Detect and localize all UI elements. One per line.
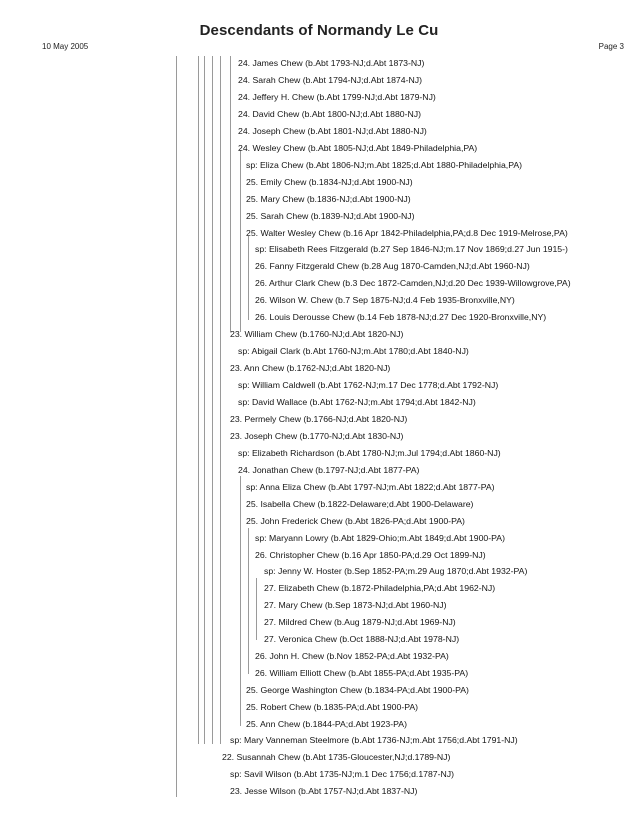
descendant-entry: 24. Jonathan Chew (b.1797-NJ;d.Abt 1877-PA) bbox=[238, 465, 420, 475]
descendant-entry: 25. Walter Wesley Chew (b.16 Apr 1842-Philadelphia,PA;d.8 Dec 1919-Melrose,PA) bbox=[246, 228, 568, 238]
descendant-entry: 26. Arthur Clark Chew (b.3 Dec 1872-Camden,NJ;d.20 Dec 1939-Willowgrove,PA) bbox=[255, 278, 571, 288]
spouse-entry: sp: David Wallace (b.Abt 1762-NJ;m.Abt 1794;d.Abt 1842-NJ) bbox=[238, 397, 476, 407]
tree-line bbox=[240, 150, 241, 332]
spouse-entry: sp: Jenny W. Hoster (b.Sep 1852-PA;m.29 Aug 1870;d.Abt 1932-PA) bbox=[264, 566, 528, 576]
descendant-entry: 26. Wilson W. Chew (b.7 Sep 1875-NJ;d.4 Feb 1935-Bronxville,NY) bbox=[255, 295, 515, 305]
descendant-entry: 26. Christopher Chew (b.16 Apr 1850-PA;d.29 Oct 1899-NJ) bbox=[255, 550, 486, 560]
descendant-entry: 24. David Chew (b.Abt 1800-NJ;d.Abt 1880-NJ) bbox=[238, 109, 422, 119]
descendant-entry: 26. Fanny Fitzgerald Chew (b.28 Aug 1870-Camden,NJ;d.Abt 1960-NJ) bbox=[255, 261, 530, 271]
descendant-entry: 24. Jeffery H. Chew (b.Abt 1799-NJ;d.Abt 1879-NJ) bbox=[238, 92, 436, 102]
tree-line bbox=[248, 236, 249, 320]
descendant-entry: 25. George Washington Chew (b.1834-PA;d.Abt 1900-PA) bbox=[246, 685, 469, 695]
spouse-entry: sp: Anna Eliza Chew (b.Abt 1797-NJ;m.Abt 1822;d.Abt 1877-PA) bbox=[246, 482, 495, 492]
tree-line bbox=[248, 528, 249, 674]
spouse-entry: sp: Eliza Chew (b.Abt 1806-NJ;m.Abt 1825;d.Abt 1880-Philadelphia,PA) bbox=[246, 160, 523, 170]
print-date: 10 May 2005 bbox=[42, 42, 89, 51]
tree-line bbox=[256, 578, 257, 640]
descendant-entry: 27. Mildred Chew (b.Aug 1879-NJ;d.Abt 1969-NJ) bbox=[264, 617, 456, 627]
tree-line bbox=[198, 56, 199, 744]
descendant-entry: 22. Susannah Chew (b.Abt 1735-Gloucester,NJ;d.1789-NJ) bbox=[222, 752, 451, 762]
spouse-entry: sp: Savil Wilson (b.Abt 1735-NJ;m.1 Dec 1756;d.1787-NJ) bbox=[230, 769, 455, 779]
descendant-entry: 25. Sarah Chew (b.1839-NJ;d.Abt 1900-NJ) bbox=[246, 211, 415, 221]
descendant-entry: 25. Isabella Chew (b.1822-Delaware;d.Abt 1900-Delaware) bbox=[246, 499, 474, 509]
spouse-entry: sp: William Caldwell (b.Abt 1762-NJ;m.17 Dec 1778;d.Abt 1792-NJ) bbox=[238, 380, 499, 390]
descendant-entry: 24. Wesley Chew (b.Abt 1805-NJ;d.Abt 1849-Philadelphia,PA) bbox=[238, 143, 478, 153]
tree-line bbox=[204, 56, 205, 744]
descendant-entry: 27. Elizabeth Chew (b.1872-Philadelphia,PA;d.Abt 1962-NJ) bbox=[264, 583, 496, 593]
spouse-entry: sp: Elizabeth Richardson (b.Abt 1780-NJ;m.Jul 1794;d.Abt 1860-NJ) bbox=[238, 448, 501, 458]
descendant-entry: 26. Louis Derousse Chew (b.14 Feb 1878-NJ;d.27 Dec 1920-Bronxville,NY) bbox=[255, 312, 547, 322]
descendant-entry: 27. Veronica Chew (b.Oct 1888-NJ;d.Abt 1978-NJ) bbox=[264, 634, 460, 644]
descendant-entry: 25. John Frederick Chew (b.Abt 1826-PA;d.Abt 1900-PA) bbox=[246, 516, 465, 526]
descendant-entry: 26. John H. Chew (b.Nov 1852-PA;d.Abt 1932-PA) bbox=[255, 651, 449, 661]
descendant-entry: 25. Mary Chew (b.1836-NJ;d.Abt 1900-NJ) bbox=[246, 194, 411, 204]
descendant-entry: 23. William Chew (b.1760-NJ;d.Abt 1820-NJ) bbox=[230, 329, 404, 339]
tree-line bbox=[230, 56, 231, 332]
spouse-entry: sp: Abigail Clark (b.Abt 1760-NJ;m.Abt 1780;d.Abt 1840-NJ) bbox=[238, 346, 469, 356]
descendant-entry: 27. Mary Chew (b.Sep 1873-NJ;d.Abt 1960-NJ) bbox=[264, 600, 447, 610]
tree-line bbox=[240, 476, 241, 726]
page-number: Page 3 bbox=[598, 42, 624, 51]
tree-line bbox=[220, 56, 221, 744]
descendant-entry: 23. Ann Chew (b.1762-NJ;d.Abt 1820-NJ) bbox=[230, 363, 391, 373]
descendant-entry: 23. Permely Chew (b.1766-NJ;d.Abt 1820-NJ) bbox=[230, 414, 408, 424]
descendant-entry: 26. William Elliott Chew (b.Abt 1855-PA;d.Abt 1935-PA) bbox=[255, 668, 469, 678]
spouse-entry: sp: Mary Vanneman Steelmore (b.Abt 1736-NJ;m.Abt 1756;d.Abt 1791-NJ) bbox=[230, 735, 518, 745]
descendant-entry: 25. Robert Chew (b.1835-PA;d.Abt 1900-PA) bbox=[246, 702, 419, 712]
descendant-entry: 25. Ann Chew (b.1844-PA;d.Abt 1923-PA) bbox=[246, 719, 407, 729]
descendant-entry: 24. James Chew (b.Abt 1793-NJ;d.Abt 1873-NJ) bbox=[238, 58, 425, 68]
tree-line bbox=[176, 56, 177, 797]
descendant-entry: 23. Jesse Wilson (b.Abt 1757-NJ;d.Abt 1837-NJ) bbox=[230, 786, 418, 796]
descendant-entry: 23. Joseph Chew (b.1770-NJ;d.Abt 1830-NJ) bbox=[230, 431, 404, 441]
descendant-entry: 25. Emily Chew (b.1834-NJ;d.Abt 1900-NJ) bbox=[246, 177, 413, 187]
spouse-entry: sp: Elisabeth Rees Fitzgerald (b.27 Sep 1846-NJ;m.17 Nov 1869;d.27 Jun 1915-) bbox=[255, 244, 568, 254]
descendant-entry: 24. Joseph Chew (b.Abt 1801-NJ;d.Abt 1880-NJ) bbox=[238, 126, 427, 136]
spouse-entry: sp: Maryann Lowry (b.Abt 1829-Ohio;m.Abt 1849;d.Abt 1900-PA) bbox=[255, 533, 505, 543]
page-title: Descendants of Normandy Le Cu bbox=[199, 22, 439, 39]
tree-line bbox=[212, 56, 213, 744]
descendant-entry: 24. Sarah Chew (b.Abt 1794-NJ;d.Abt 1874-NJ) bbox=[238, 75, 422, 85]
